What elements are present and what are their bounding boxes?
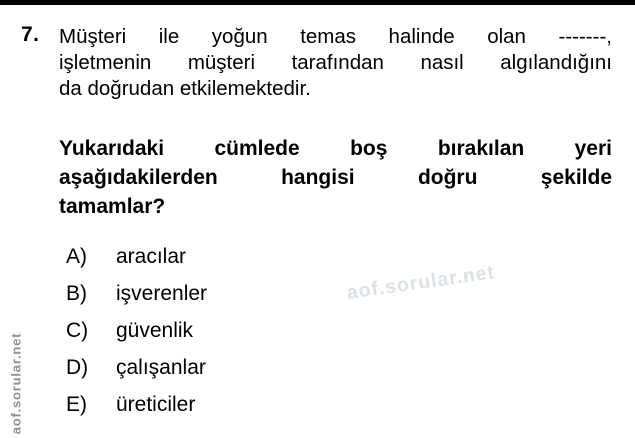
watermark-left-vertical: aof.sorular.net [8, 332, 24, 435]
option-c-letter: C) [66, 319, 89, 342]
top-border-bar [0, 0, 635, 5]
option-d [66, 356, 207, 393]
option-e-letter: E) [66, 393, 87, 416]
watermark-center-diagonal: aof.sorular.net [345, 261, 497, 304]
option-a [66, 245, 207, 282]
option-e [66, 393, 207, 430]
option-d-text: çalışanlar [116, 356, 206, 379]
option-d-letter: D) [66, 356, 89, 379]
option-b-text: işverenler [116, 282, 208, 305]
option-b-letter: B) [66, 282, 87, 305]
option-c [66, 319, 207, 356]
question-body [59, 24, 612, 102]
question-prompt-line-3: tamamlar? [59, 195, 166, 218]
option-c-text: güvenlik [116, 319, 194, 342]
question-number: 7. [21, 23, 40, 46]
option-a-letter: A) [66, 245, 87, 268]
option-a-text: aracılar [116, 245, 187, 268]
question-body-line-2: işletmenin müşteri tarafından nasıl algılandığını [59, 51, 612, 74]
question-body-line-1: Müşteri ile yoğun temas halinde olan -------, [59, 25, 612, 48]
option-e-text: üreticiler [116, 393, 196, 416]
question-prompt [59, 134, 612, 221]
option-b [66, 282, 207, 319]
question-prompt-line-1: Yukarıdaki cümlede boş bırakılan yeri [59, 137, 612, 160]
question-prompt-line-2: aşağıdakilerden hangisi doğru şekilde [59, 166, 612, 189]
question-body-line-3: da doğrudan etkilemektedir. [59, 77, 311, 100]
options-list [66, 245, 207, 430]
